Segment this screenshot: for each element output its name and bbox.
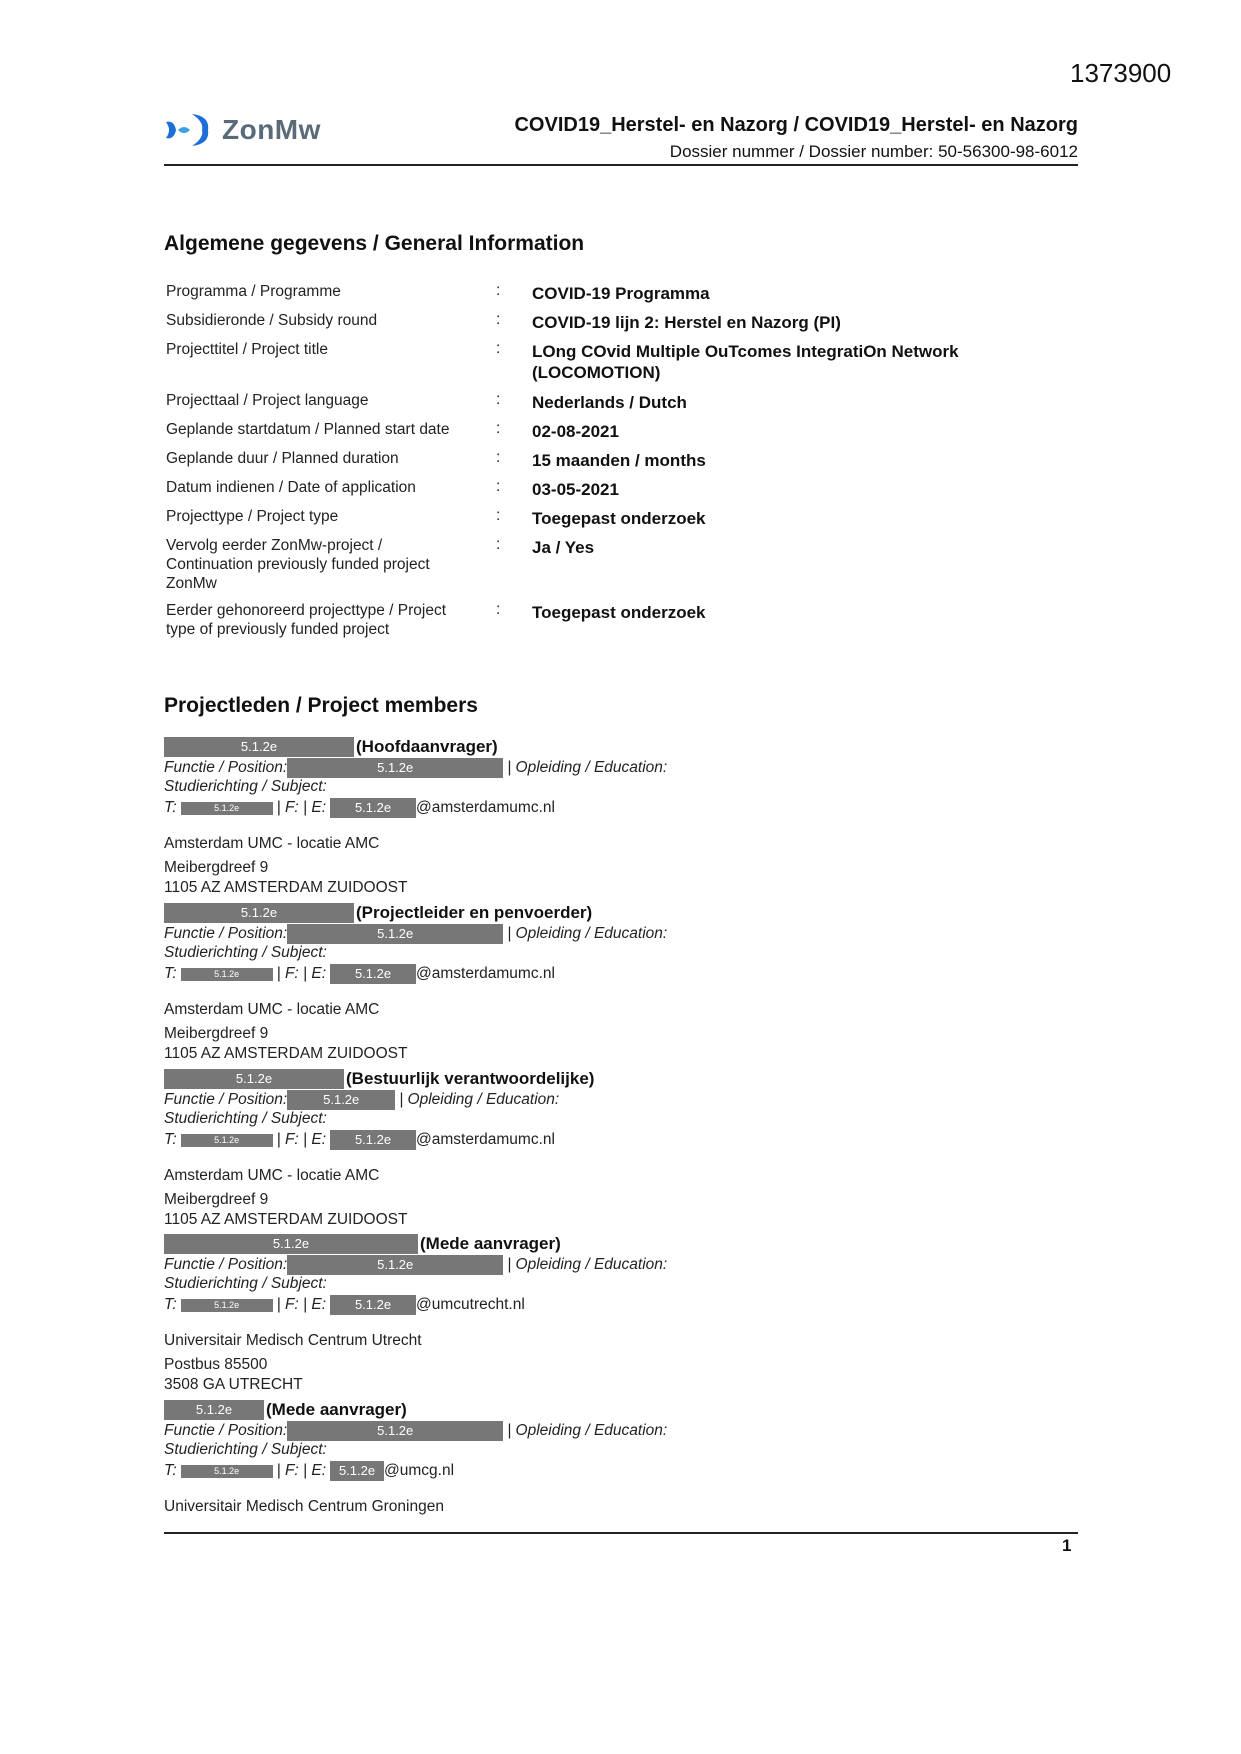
functie-label: Functie / Position: bbox=[164, 1256, 288, 1273]
email-domain: @amsterdamumc.nl bbox=[416, 1131, 555, 1148]
phone-label: T: bbox=[164, 1462, 177, 1479]
redaction-box: 5.1.2e bbox=[181, 1465, 273, 1478]
redaction-box: 5.1.2e bbox=[181, 1299, 273, 1312]
fax-email-label: | F: | E: bbox=[276, 1131, 327, 1148]
member-line bbox=[164, 1461, 454, 1481]
info-value: COVID-19 lijn 2: Herstel en Nazorg (PI) bbox=[532, 313, 841, 332]
redaction-box: 5.1.2e bbox=[181, 1134, 273, 1147]
zonmw-logo-icon bbox=[164, 110, 212, 150]
member-line bbox=[164, 1110, 327, 1128]
organisation-name: Universitair Medisch Centrum Utrecht bbox=[164, 1332, 422, 1349]
info-label: Projecttaal / Project language bbox=[166, 392, 369, 409]
info-sep: : bbox=[496, 391, 501, 408]
member-line bbox=[164, 758, 667, 778]
info-sep: : bbox=[496, 282, 501, 299]
page-number: 1 bbox=[1062, 1536, 1072, 1555]
info-value: 03-05-2021 bbox=[532, 480, 619, 499]
document-id: 1373900 bbox=[1070, 58, 1172, 88]
fax-email-label: | F: | E: bbox=[276, 965, 327, 982]
member-line bbox=[164, 1069, 594, 1089]
redaction-box: 5.1.2e bbox=[330, 798, 416, 818]
studierichting-label: Studierichting / Subject: bbox=[164, 1275, 327, 1292]
info-sep: : bbox=[496, 420, 501, 437]
functie-label: Functie / Position: bbox=[164, 925, 288, 942]
info-sep: : bbox=[496, 311, 501, 328]
redaction-box: 5.1.2e bbox=[330, 1130, 416, 1150]
email-domain: @amsterdamumc.nl bbox=[416, 799, 555, 816]
opleiding-label: | Opleiding / Education: bbox=[507, 1422, 668, 1439]
member-line bbox=[164, 1421, 667, 1441]
address-street: Meibergdreef 9 bbox=[164, 859, 269, 876]
member-line bbox=[164, 1255, 667, 1275]
fax-email-label: | F: | E: bbox=[276, 1296, 327, 1313]
info-sep: : bbox=[496, 601, 501, 618]
redaction-box: 5.1.2e bbox=[330, 1295, 416, 1315]
info-label: Geplande startdatum / Planned start date bbox=[166, 421, 450, 438]
address-street: Postbus 85500 bbox=[164, 1356, 268, 1373]
organisation-name: Amsterdam UMC - locatie AMC bbox=[164, 1167, 380, 1184]
organisation-name: Amsterdam UMC - locatie AMC bbox=[164, 835, 380, 852]
phone-label: T: bbox=[164, 965, 177, 982]
info-label: Vervolg eerder ZonMw-project / Continuation previously funded project ZonMw bbox=[166, 537, 430, 592]
footer-divider bbox=[164, 1532, 1078, 1534]
address-city: 3508 GA UTRECHT bbox=[164, 1376, 303, 1393]
info-value: 02-08-2021 bbox=[532, 422, 619, 441]
member-role: (Hoofdaanvrager) bbox=[356, 737, 498, 756]
email-domain: @amsterdamumc.nl bbox=[416, 965, 555, 982]
info-label: Geplande duur / Planned duration bbox=[166, 450, 399, 467]
info-value: Toegepast onderzoek bbox=[532, 509, 706, 528]
redaction-box: 5.1.2e bbox=[287, 924, 503, 944]
info-value: COVID-19 Programma bbox=[532, 284, 710, 303]
redaction-box: 5.1.2e bbox=[164, 1400, 264, 1420]
info-label: Subsidieronde / Subsidy round bbox=[166, 312, 378, 329]
member-role: (Bestuurlijk verantwoordelijke) bbox=[346, 1069, 595, 1088]
info-sep: : bbox=[496, 507, 501, 524]
functie-label: Functie / Position: bbox=[164, 759, 288, 776]
email-domain: @umcutrecht.nl bbox=[416, 1296, 525, 1313]
member-line bbox=[164, 1400, 407, 1420]
member-line bbox=[164, 737, 498, 757]
opleiding-label: | Opleiding / Education: bbox=[507, 925, 668, 942]
info-value: Ja / Yes bbox=[532, 538, 595, 557]
opleiding-label: | Opleiding / Education: bbox=[507, 759, 668, 776]
member-role: (Mede aanvrager) bbox=[266, 1400, 407, 1419]
info-value: 15 maanden / months bbox=[532, 451, 706, 470]
zonmw-logo bbox=[164, 110, 321, 150]
phone-label: T: bbox=[164, 799, 177, 816]
logo-text: ZonMw bbox=[222, 114, 321, 145]
fax-email-label: | F: | E: bbox=[276, 799, 327, 816]
redaction-box: 5.1.2e bbox=[287, 758, 503, 778]
member-line bbox=[164, 1090, 559, 1110]
studierichting-label: Studierichting / Subject: bbox=[164, 1110, 327, 1127]
member-line bbox=[164, 964, 555, 984]
member-line bbox=[164, 944, 327, 962]
info-label: Eerder gehonoreerd projecttype / Project type of previously funded project bbox=[166, 602, 447, 638]
address-city: 1105 AZ AMSTERDAM ZUIDOOST bbox=[164, 1045, 408, 1062]
member-line bbox=[164, 1441, 327, 1459]
organisation-name: Amsterdam UMC - locatie AMC bbox=[164, 1001, 380, 1018]
studierichting-label: Studierichting / Subject: bbox=[164, 944, 327, 961]
redaction-box: 5.1.2e bbox=[287, 1090, 395, 1110]
member-line bbox=[164, 1295, 525, 1315]
info-value: Toegepast onderzoek bbox=[532, 603, 706, 622]
member-line bbox=[164, 1275, 327, 1293]
info-label: Datum indienen / Date of application bbox=[166, 479, 416, 496]
organisation-name: Universitair Medisch Centrum Groningen bbox=[164, 1498, 444, 1515]
address-city: 1105 AZ AMSTERDAM ZUIDOOST bbox=[164, 879, 408, 896]
member-role: (Projectleider en penvoerder) bbox=[356, 903, 593, 922]
info-sep: : bbox=[496, 340, 501, 357]
address-street: Meibergdreef 9 bbox=[164, 1191, 269, 1208]
redaction-box: 5.1.2e bbox=[287, 1255, 503, 1275]
member-line bbox=[164, 924, 667, 944]
info-sep: : bbox=[496, 536, 501, 553]
document-header bbox=[164, 104, 1078, 166]
member-line bbox=[164, 1234, 561, 1254]
member-line bbox=[164, 778, 327, 796]
info-value: Nederlands / Dutch bbox=[532, 393, 687, 412]
opleiding-label: | Opleiding / Education: bbox=[507, 1256, 668, 1273]
studierichting-label: Studierichting / Subject: bbox=[164, 778, 327, 795]
redaction-box: 5.1.2e bbox=[164, 903, 354, 923]
project-members-title: Projectleden / Project members bbox=[164, 694, 478, 717]
document-title: COVID19_Herstel- en Nazorg / COVID19_Herstel- en Nazorg bbox=[514, 114, 1078, 136]
member-line bbox=[164, 798, 555, 818]
redaction-box: 5.1.2e bbox=[330, 964, 416, 984]
redaction-box: 5.1.2e bbox=[164, 1234, 418, 1254]
redaction-box: 5.1.2e bbox=[287, 1421, 503, 1441]
redaction-box: 5.1.2e bbox=[330, 1461, 384, 1481]
studierichting-label: Studierichting / Subject: bbox=[164, 1441, 327, 1458]
info-label: Projecttype / Project type bbox=[166, 508, 339, 525]
info-label: Projecttitel / Project title bbox=[166, 341, 328, 358]
functie-label: Functie / Position: bbox=[164, 1091, 288, 1108]
info-label: Programma / Programme bbox=[166, 283, 341, 300]
functie-label: Functie / Position: bbox=[164, 1422, 288, 1439]
redaction-box: 5.1.2e bbox=[164, 737, 354, 757]
address-city: 1105 AZ AMSTERDAM ZUIDOOST bbox=[164, 1211, 408, 1228]
redaction-box: 5.1.2e bbox=[164, 1069, 344, 1089]
general-info-title: Algemene gegevens / General Information bbox=[164, 232, 585, 255]
member-line bbox=[164, 1130, 555, 1150]
redaction-box: 5.1.2e bbox=[181, 968, 273, 981]
info-sep: : bbox=[496, 449, 501, 466]
dossier-number: Dossier nummer / Dossier number: 50-56300-98-6012 bbox=[669, 142, 1078, 161]
member-line bbox=[164, 903, 592, 923]
redaction-box: 5.1.2e bbox=[181, 802, 273, 815]
member-role: (Mede aanvrager) bbox=[420, 1234, 561, 1253]
address-street: Meibergdreef 9 bbox=[164, 1025, 269, 1042]
info-value: LOng COvid Multiple OuTcomes IntegratiOn Network (LOCOMOTION) bbox=[532, 342, 959, 382]
info-sep: : bbox=[496, 478, 501, 495]
fax-email-label: | F: | E: bbox=[276, 1462, 327, 1479]
email-domain: @umcg.nl bbox=[384, 1462, 455, 1479]
phone-label: T: bbox=[164, 1131, 177, 1148]
opleiding-label: | Opleiding / Education: bbox=[399, 1091, 560, 1108]
phone-label: T: bbox=[164, 1296, 177, 1313]
